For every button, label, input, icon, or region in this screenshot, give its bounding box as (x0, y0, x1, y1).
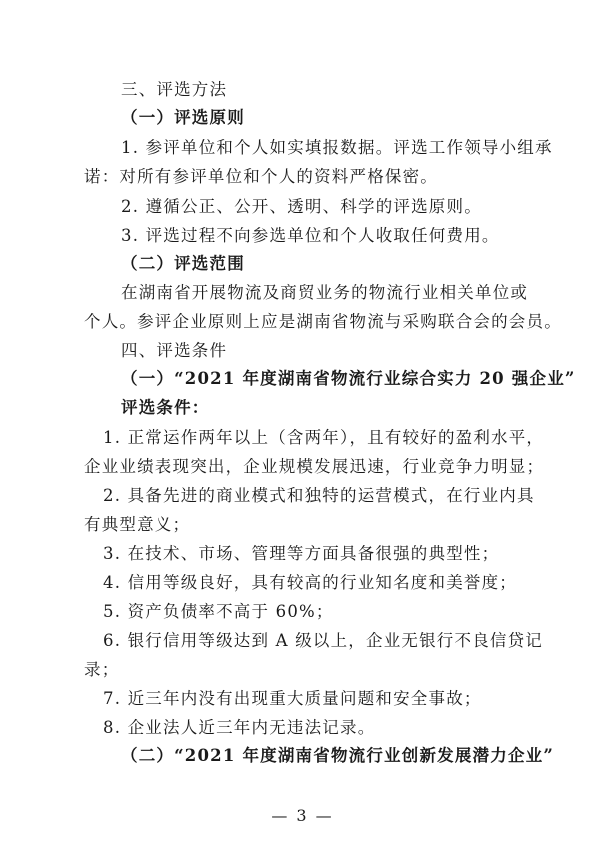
list-item-line: 6. 银行信用等级达到 A 级以上，企业无银行不良信贷记 (103, 631, 543, 650)
page-number: — 3 — (271, 806, 334, 825)
list-item-line: 5. 资产负债率不高于 60%； (103, 602, 334, 621)
list-item-line: 7. 近三年内没有出现重大质量问题和安全事故； (103, 689, 482, 708)
section-heading-evaluation-conditions: 四、评选条件 (121, 341, 228, 360)
list-item-line: 4. 信用等级良好，具有较高的行业知名度和美誉度； (103, 573, 517, 592)
subheading-innovation-potential-enterprises: （二）“2021 年度湖南省物流行业创新发展潜力企业” (121, 746, 555, 765)
paragraph-line: 在湖南省开展物流及商贸业务的物流行业相关单位或 (121, 283, 529, 302)
list-item-line: 8. 企业法人近三年内无违法记录。 (103, 718, 376, 737)
paragraph-line: 1. 参评单位和个人如实填报数据。评选工作领导小组承 (121, 138, 553, 157)
list-item-line: 有典型意义； (84, 515, 191, 534)
section-heading-evaluation-method: 三、评选方法 (121, 80, 228, 99)
list-item-line: 3. 在技术、市场、管理等方面具备很强的典型性； (103, 544, 500, 563)
subheading-conditions-label: 评选条件： (121, 398, 210, 417)
paragraph-line: 诺：对所有参评单位和个人的资料严格保密。 (84, 167, 438, 186)
list-item-line: 1. 正常运作两年以上（含两年），且有较好的盈利水平， (103, 428, 545, 447)
paragraph-line: 个人。参评企业原则上应是湖南省物流与采购联合会的会员。 (84, 312, 562, 331)
subheading-top20-enterprises: （一）“2021 年度湖南省物流行业综合实力 20 强企业” (121, 369, 576, 388)
list-item-line: 企业业绩表现突出，企业规模发展迅速，行业竞争力明显； (84, 457, 545, 476)
list-item-line: 录； (84, 660, 120, 679)
list-item-line: 2. 具备先进的商业模式和独特的运营模式，在行业内具 (103, 486, 535, 505)
paragraph-line: 2. 遵循公正、公开、透明、科学的评选原则。 (121, 197, 482, 216)
subheading-evaluation-scope: （二）评选范围 (121, 254, 245, 273)
paragraph-line: 3. 评选过程不向参选单位和个人收取任何费用。 (121, 226, 500, 245)
subheading-evaluation-principles: （一）评选原则 (121, 108, 245, 127)
